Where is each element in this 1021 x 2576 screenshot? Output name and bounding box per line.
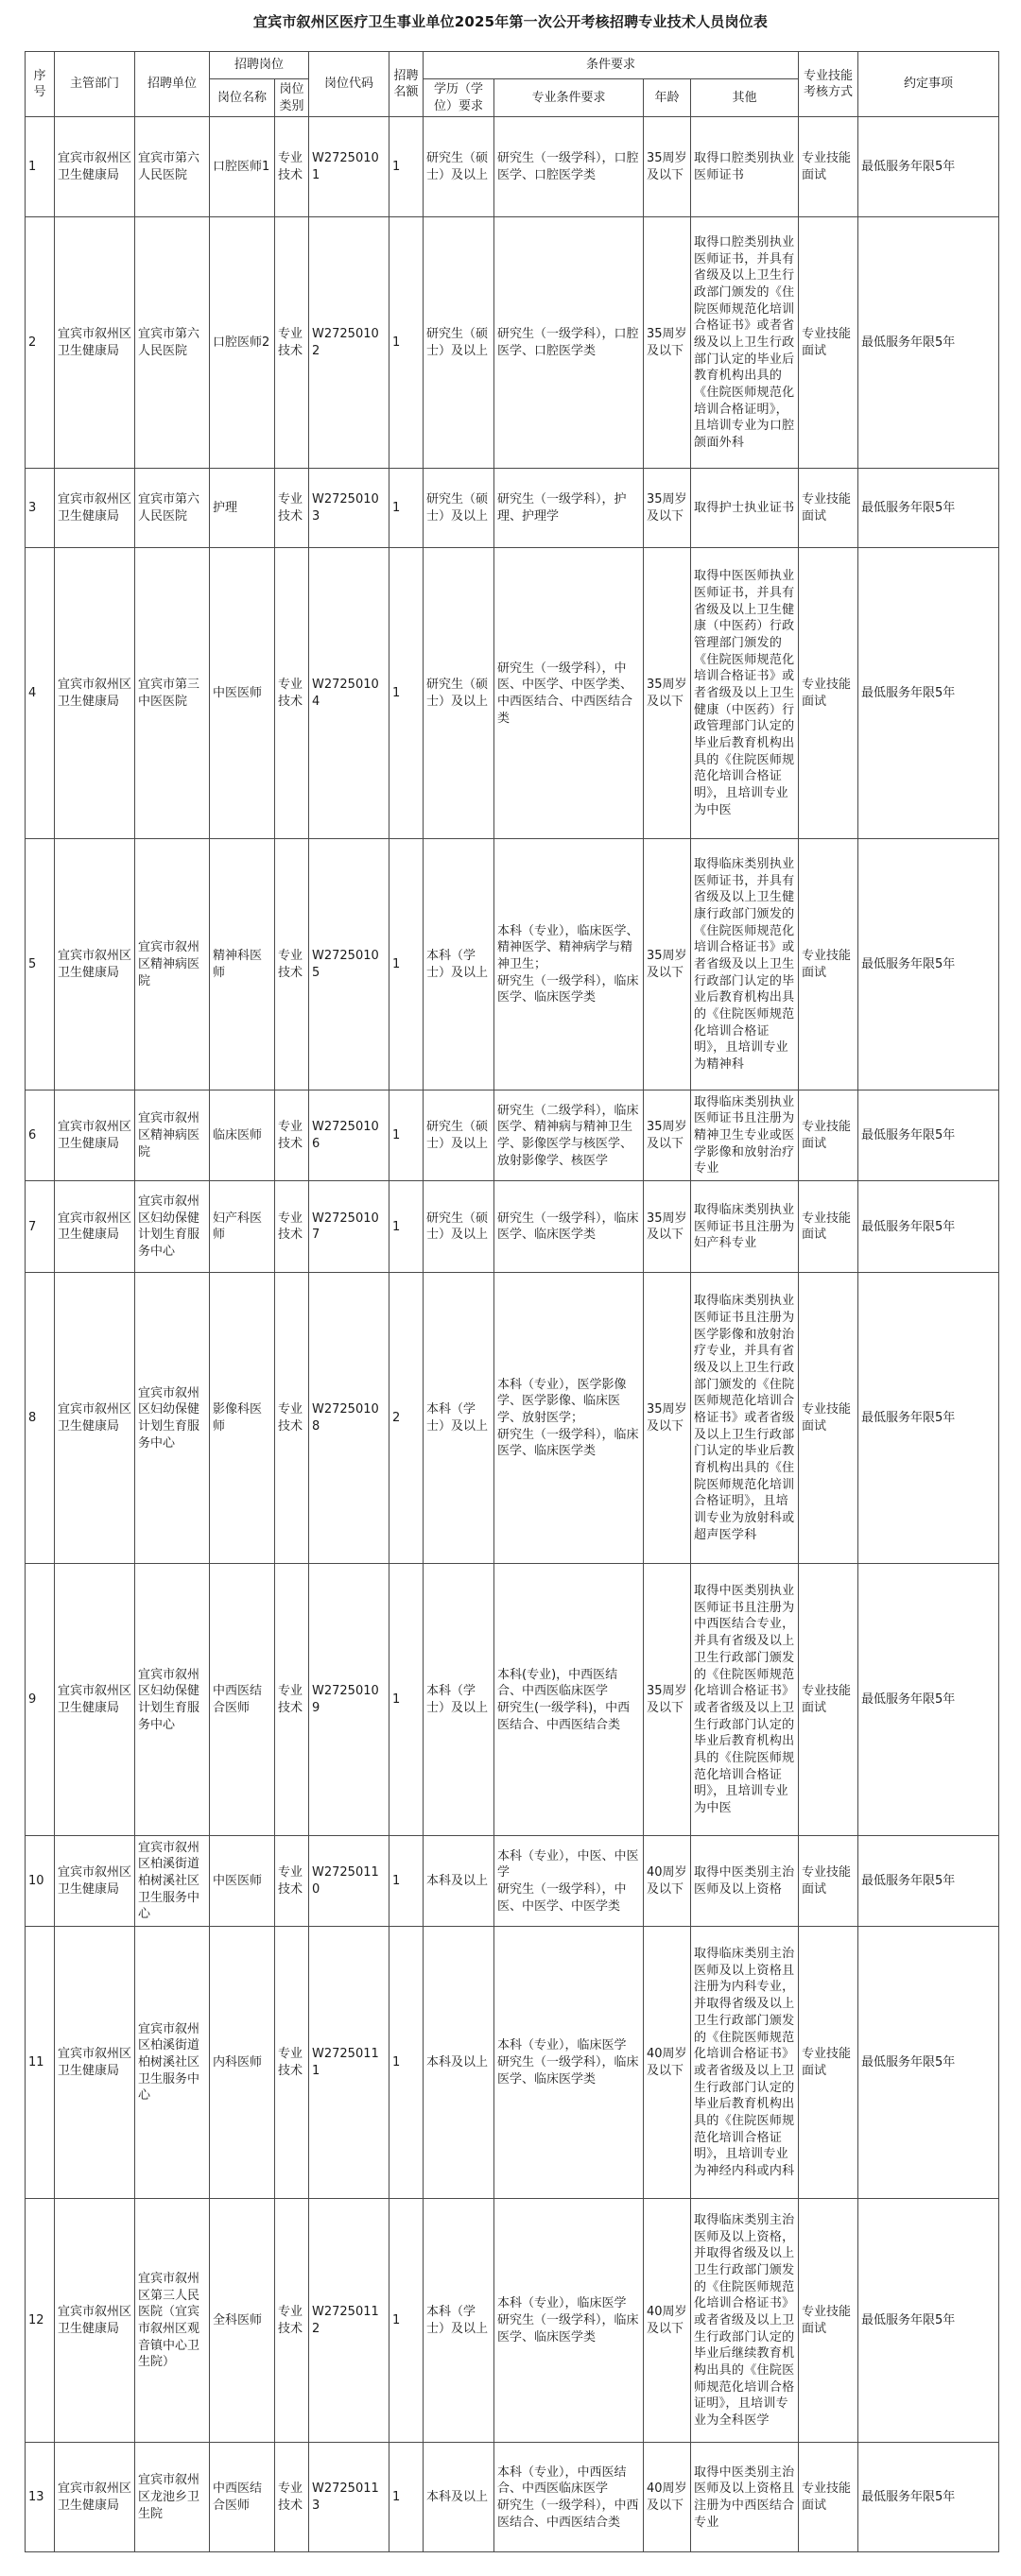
cell-unit: 宜宾市叙州区柏溪街道柏树溪社区卫生服务中心 xyxy=(135,1836,210,1927)
cell-seq: 10 xyxy=(26,1836,55,1927)
cell-age: 35周岁及以下 xyxy=(644,117,691,217)
table-row xyxy=(26,1927,999,2199)
cell-seq: 13 xyxy=(26,2443,55,2552)
table-row xyxy=(26,117,999,217)
cell-unit: 宜宾市叙州区精神病医院 xyxy=(135,839,210,1091)
cell-quota: 2 xyxy=(389,1273,424,1564)
cell-seq: 1 xyxy=(26,117,55,217)
cell-edu: 本科及以上 xyxy=(424,1927,494,2199)
table-row xyxy=(26,1091,999,1181)
cell-post: 中医医师 xyxy=(210,1836,275,1927)
cell-agree: 最低服务年限5年 xyxy=(858,1564,999,1836)
cell-quota: 1 xyxy=(389,1091,424,1181)
header-unit: 招聘单位 xyxy=(135,52,210,117)
header-post-name: 岗位名称 xyxy=(210,79,275,117)
cell-major: 本科（专业），中西医结合、中西医临床医学 研究生（一级学科），中西医结合、中西医结合类 xyxy=(494,2443,644,2552)
cell-quota: 1 xyxy=(389,1927,424,2199)
cell-other: 取得口腔类别执业医师证书 xyxy=(691,117,799,217)
cell-code: W27250103 xyxy=(309,469,389,548)
cell-agree: 最低服务年限5年 xyxy=(858,469,999,548)
cell-major: 本科（专业），临床医学 研究生（一级学科），临床医学、临床医学类 xyxy=(494,1927,644,2199)
cell-type: 专业技术 xyxy=(275,217,309,469)
cell-dept: 宜宾市叙州区卫生健康局 xyxy=(55,548,135,839)
cell-major: 本科（专业），医学影像学、医学影像、临床医学、放射医学； 研究生（一级学科），临床医学、临床医学类 xyxy=(494,1273,644,1564)
cell-quota: 1 xyxy=(389,117,424,217)
cell-age: 40周岁及以下 xyxy=(644,2443,691,2552)
cell-post: 中医医师 xyxy=(210,548,275,839)
cell-age: 35周岁及以下 xyxy=(644,839,691,1091)
cell-other: 取得临床类别执业医师证书且注册为妇产科专业 xyxy=(691,1181,799,1273)
cell-type: 专业技术 xyxy=(275,1927,309,2199)
cell-unit: 宜宾市叙州区妇幼保健计划生育服务中心 xyxy=(135,1273,210,1564)
cell-other: 取得口腔类别执业医师证书，并具有省级及以上卫生行政部门颁发的《住院医师规范化培训合格证书》或者省级及以上卫生行政部门认定的毕业后教育机构出具的《住院医师规范化培训合格证明》，且培训专业为口腔颌面外科 xyxy=(691,217,799,469)
cell-quota: 1 xyxy=(389,1181,424,1273)
cell-type: 专业技术 xyxy=(275,117,309,217)
cell-edu: 本科及以上 xyxy=(424,1836,494,1927)
header-post-code: 岗位代码 xyxy=(309,52,389,117)
cell-edu: 研究生（硕士）及以上 xyxy=(424,469,494,548)
cell-post: 中西医结合医师 xyxy=(210,1564,275,1836)
cell-age: 40周岁及以下 xyxy=(644,1927,691,2199)
cell-type: 专业技术 xyxy=(275,1181,309,1273)
cell-code: W27250106 xyxy=(309,1091,389,1181)
table-row xyxy=(26,469,999,548)
header-cond-group: 条件要求 xyxy=(424,52,799,79)
cell-exam: 专业技能面试 xyxy=(799,217,858,469)
cell-type: 专业技术 xyxy=(275,1091,309,1181)
cell-exam: 专业技能面试 xyxy=(799,548,858,839)
table-row xyxy=(26,2443,999,2552)
cell-type: 专业技术 xyxy=(275,2443,309,2552)
cell-post: 口腔医师1 xyxy=(210,117,275,217)
table-row xyxy=(26,1836,999,1927)
cell-dept: 宜宾市叙州区卫生健康局 xyxy=(55,469,135,548)
cell-post: 影像科医师 xyxy=(210,1273,275,1564)
cell-code: W27250105 xyxy=(309,839,389,1091)
cell-seq: 5 xyxy=(26,839,55,1091)
cell-seq: 2 xyxy=(26,217,55,469)
recruitment-table xyxy=(25,51,999,2552)
cell-dept: 宜宾市叙州区卫生健康局 xyxy=(55,217,135,469)
cell-code: W27250104 xyxy=(309,548,389,839)
cell-type: 专业技术 xyxy=(275,548,309,839)
cell-quota: 1 xyxy=(389,2443,424,2552)
cell-unit: 宜宾市叙州区第三人民医院（宜宾市叙州区观音镇中心卫生院） xyxy=(135,2199,210,2443)
cell-major: 本科（专业），中医、中医学 研究生（一级学科），中医、中医学、中医学类 xyxy=(494,1836,644,1927)
cell-unit: 宜宾市叙州区妇幼保健计划生育服务中心 xyxy=(135,1564,210,1836)
cell-other: 取得中医医师执业医师证书，并具有省级及以上卫生健康（中医药）行政管理部门颁发的《住院医师规范化培训合格证书》或者省级及以上卫生健康（中医药）行政管理部门认定的毕业后教育机构出具的《住院医师规范化培训合格证明》，且培训专业为中医 xyxy=(691,548,799,839)
header-post-type: 岗位类别 xyxy=(275,79,309,117)
cell-edu: 研究生（硕士）及以上 xyxy=(424,1181,494,1273)
cell-edu: 本科（学士）及以上 xyxy=(424,1564,494,1836)
cell-seq: 6 xyxy=(26,1091,55,1181)
header-age: 年龄 xyxy=(644,79,691,117)
header-edu: 学历（学位）要求 xyxy=(424,79,494,117)
cell-seq: 4 xyxy=(26,548,55,839)
cell-agree: 最低服务年限5年 xyxy=(858,548,999,839)
cell-age: 35周岁及以下 xyxy=(644,217,691,469)
cell-age: 35周岁及以下 xyxy=(644,1091,691,1181)
table-row xyxy=(26,1564,999,1836)
cell-code: W27250102 xyxy=(309,217,389,469)
cell-quota: 1 xyxy=(389,1564,424,1836)
cell-agree: 最低服务年限5年 xyxy=(858,1091,999,1181)
cell-other: 取得临床类别主治医师及以上资格，并取得省级及以上卫生行政部门颁发的《住院医师规范化培训合格证书》或者省级及以上卫生行政部门认定的毕业后继续教育机构出具的《住院医师规范化培训合格证明》，且培训专业为全科医学 xyxy=(691,2199,799,2443)
cell-seq: 12 xyxy=(26,2199,55,2443)
cell-agree: 最低服务年限5年 xyxy=(858,1836,999,1927)
cell-quota: 1 xyxy=(389,2199,424,2443)
table-row xyxy=(26,217,999,469)
cell-edu: 研究生（硕士）及以上 xyxy=(424,217,494,469)
cell-exam: 专业技能面试 xyxy=(799,117,858,217)
cell-dept: 宜宾市叙州区卫生健康局 xyxy=(55,1564,135,1836)
cell-seq: 11 xyxy=(26,1927,55,2199)
cell-age: 35周岁及以下 xyxy=(644,1564,691,1836)
cell-post: 精神科医师 xyxy=(210,839,275,1091)
cell-other: 取得临床类别执业医师证书，并具有省级及以上卫生健康行政部门颁发的《住院医师规范化培训合格证书》或者省级及以上卫生行政部门认定的毕业后教育机构出具的《住院医师规范化培训合格证明》，且培训专业为精神科 xyxy=(691,839,799,1091)
cell-edu: 研究生（硕士）及以上 xyxy=(424,548,494,839)
cell-exam: 专业技能面试 xyxy=(799,839,858,1091)
cell-other: 取得临床类别执业医师证书且注册为精神卫生专业或医学影像和放射治疗专业 xyxy=(691,1091,799,1181)
cell-unit: 宜宾市第六人民医院 xyxy=(135,217,210,469)
cell-edu: 本科（学士）及以上 xyxy=(424,839,494,1091)
cell-edu: 研究生（硕士）及以上 xyxy=(424,117,494,217)
cell-other: 取得中医类别主治医师及以上资格且注册为中西医结合专业 xyxy=(691,2443,799,2552)
cell-unit: 宜宾市第三中医医院 xyxy=(135,548,210,839)
page-title: 宜宾市叙州区医疗卫生事业单位2025年第一次公开考核招聘专业技术人员岗位表 xyxy=(252,13,769,30)
cell-major: 研究生（二级学科），临床医学、精神病与精神卫生学、影像医学与核医学、放射影像学、核医学 xyxy=(494,1091,644,1181)
cell-type: 专业技术 xyxy=(275,2199,309,2443)
cell-agree: 最低服务年限5年 xyxy=(858,1273,999,1564)
cell-seq: 9 xyxy=(26,1564,55,1836)
cell-post: 内科医师 xyxy=(210,1927,275,2199)
header-seq: 序号 xyxy=(26,52,55,117)
cell-agree: 最低服务年限5年 xyxy=(858,2199,999,2443)
cell-major: 研究生（一级学科），口腔医学、口腔医学类 xyxy=(494,217,644,469)
cell-other: 取得护士执业证书 xyxy=(691,469,799,548)
cell-quota: 1 xyxy=(389,839,424,1091)
cell-post: 临床医师 xyxy=(210,1091,275,1181)
cell-post: 护理 xyxy=(210,469,275,548)
cell-unit: 宜宾市叙州区柏溪街道柏树溪社区卫生服务中心 xyxy=(135,1927,210,2199)
cell-quota: 1 xyxy=(389,469,424,548)
cell-code: W27250113 xyxy=(309,2443,389,2552)
table-row xyxy=(26,839,999,1091)
cell-code: W27250112 xyxy=(309,2199,389,2443)
cell-seq: 3 xyxy=(26,469,55,548)
cell-unit: 宜宾市第六人民医院 xyxy=(135,469,210,548)
cell-dept: 宜宾市叙州区卫生健康局 xyxy=(55,117,135,217)
cell-edu: 本科（学士）及以上 xyxy=(424,2199,494,2443)
header-row-top xyxy=(26,52,999,79)
cell-exam: 专业技能面试 xyxy=(799,2443,858,2552)
cell-age: 35周岁及以下 xyxy=(644,469,691,548)
cell-other: 取得中医类别执业医师证书且注册为中西医结合专业，并具有省级及以上卫生行政部门颁发的《住院医师规范化培训合格证书》或者省级及以上卫生行政部门认定的毕业后教育机构出具的《住院医师规范化培训合格证明》，且培训专业为中医 xyxy=(691,1564,799,1836)
cell-major: 研究生（一级学科），临床医学、临床医学类 xyxy=(494,1181,644,1273)
cell-code: W27250107 xyxy=(309,1181,389,1273)
cell-other: 取得临床类别主治医师及以上资格且注册为内科专业，并取得省级及以上卫生行政部门颁发的《住院医师规范化培训合格证书》或者省级及以上卫生行政部门认定的毕业后教育机构出具的《住院医师规范化培训合格证明》，且培训专业为神经内科或内科 xyxy=(691,1927,799,2199)
cell-code: W27250108 xyxy=(309,1273,389,1564)
cell-edu: 本科及以上 xyxy=(424,2443,494,2552)
header-post-group: 招聘岗位 xyxy=(210,52,309,79)
cell-exam: 专业技能面试 xyxy=(799,1836,858,1927)
cell-type: 专业技术 xyxy=(275,1836,309,1927)
header-quota: 招聘名额 xyxy=(389,52,424,117)
cell-code: W27250111 xyxy=(309,1927,389,2199)
table-row xyxy=(26,1181,999,1273)
cell-edu: 研究生（硕士）及以上 xyxy=(424,1091,494,1181)
cell-exam: 专业技能面试 xyxy=(799,1564,858,1836)
cell-agree: 最低服务年限5年 xyxy=(858,1181,999,1273)
header-major: 专业条件要求 xyxy=(494,79,644,117)
cell-edu: 本科（学士）及以上 xyxy=(424,1273,494,1564)
cell-unit: 宜宾市叙州区龙池乡卫生院 xyxy=(135,2443,210,2552)
cell-age: 35周岁及以下 xyxy=(644,1181,691,1273)
table-row xyxy=(26,548,999,839)
cell-dept: 宜宾市叙州区卫生健康局 xyxy=(55,1181,135,1273)
cell-agree: 最低服务年限5年 xyxy=(858,839,999,1091)
cell-agree: 最低服务年限5年 xyxy=(858,1927,999,2199)
cell-major: 本科(专业)，中西医结合、中西医临床医学 研究生(一级学科)，中西医结合、中西医结合类 xyxy=(494,1564,644,1836)
cell-age: 40周岁及以下 xyxy=(644,2199,691,2443)
cell-post: 妇产科医师 xyxy=(210,1181,275,1273)
cell-agree: 最低服务年限5年 xyxy=(858,217,999,469)
cell-dept: 宜宾市叙州区卫生健康局 xyxy=(55,1273,135,1564)
cell-dept: 宜宾市叙州区卫生健康局 xyxy=(55,2199,135,2443)
header-exam: 专业技能考核方式 xyxy=(799,52,858,117)
cell-code: W27250109 xyxy=(309,1564,389,1836)
cell-unit: 宜宾市叙州区妇幼保健计划生育服务中心 xyxy=(135,1181,210,1273)
cell-post: 全科医师 xyxy=(210,2199,275,2443)
cell-exam: 专业技能面试 xyxy=(799,469,858,548)
cell-dept: 宜宾市叙州区卫生健康局 xyxy=(55,1091,135,1181)
cell-dept: 宜宾市叙州区卫生健康局 xyxy=(55,2443,135,2552)
cell-major: 研究生（一级学科），口腔医学、口腔医学类 xyxy=(494,117,644,217)
cell-age: 40周岁及以下 xyxy=(644,1836,691,1927)
cell-other: 取得中医类别主治医师及以上资格 xyxy=(691,1836,799,1927)
cell-exam: 专业技能面试 xyxy=(799,1181,858,1273)
cell-exam: 专业技能面试 xyxy=(799,1273,858,1564)
cell-dept: 宜宾市叙州区卫生健康局 xyxy=(55,1836,135,1927)
cell-major: 本科（专业），临床医学 研究生（一级学科），临床医学、临床医学类 xyxy=(494,2199,644,2443)
cell-major: 本科（专业），临床医学、精神医学、精神病学与精神卫生； 研究生（一级学科），临床医学、临床医学类 xyxy=(494,839,644,1091)
cell-age: 35周岁及以下 xyxy=(644,548,691,839)
cell-quota: 1 xyxy=(389,217,424,469)
cell-seq: 8 xyxy=(26,1273,55,1564)
cell-post: 中西医结合医师 xyxy=(210,2443,275,2552)
cell-post: 口腔医师2 xyxy=(210,217,275,469)
cell-type: 专业技术 xyxy=(275,469,309,548)
cell-code: W27250101 xyxy=(309,117,389,217)
cell-quota: 1 xyxy=(389,1836,424,1927)
cell-quota: 1 xyxy=(389,548,424,839)
cell-exam: 专业技能面试 xyxy=(799,2199,858,2443)
cell-dept: 宜宾市叙州区卫生健康局 xyxy=(55,1927,135,2199)
header-other: 其他 xyxy=(691,79,799,117)
header-agree: 约定事项 xyxy=(858,52,999,117)
cell-unit: 宜宾市第六人民医院 xyxy=(135,117,210,217)
cell-exam: 专业技能面试 xyxy=(799,1091,858,1181)
cell-unit: 宜宾市叙州区精神病医院 xyxy=(135,1091,210,1181)
cell-exam: 专业技能面试 xyxy=(799,1927,858,2199)
cell-code: W27250110 xyxy=(309,1836,389,1927)
cell-agree: 最低服务年限5年 xyxy=(858,2443,999,2552)
cell-major: 研究生（一级学科），护理、护理学 xyxy=(494,469,644,548)
cell-age: 35周岁及以下 xyxy=(644,1273,691,1564)
cell-other: 取得临床类别执业医师证书且注册为医学影像和放射治疗专业，并具有省级及以上卫生行政部门颁发的《住院医师规范化培训合格证书》或者省级及以上卫生行政部门认定的毕业后教育机构出具的《住院医师规范化培训合格证明》，且培训专业为放射科或超声医学科 xyxy=(691,1273,799,1564)
cell-agree: 最低服务年限5年 xyxy=(858,117,999,217)
table-row xyxy=(26,1273,999,1564)
header-dept: 主管部门 xyxy=(55,52,135,117)
cell-type: 专业技术 xyxy=(275,1273,309,1564)
cell-seq: 7 xyxy=(26,1181,55,1273)
cell-major: 研究生（一级学科），中医、中医学、中医学类、中西医结合、中西医结合类 xyxy=(494,548,644,839)
cell-dept: 宜宾市叙州区卫生健康局 xyxy=(55,839,135,1091)
table-row xyxy=(26,2199,999,2443)
cell-type: 专业技术 xyxy=(275,839,309,1091)
cell-type: 专业技术 xyxy=(275,1564,309,1836)
